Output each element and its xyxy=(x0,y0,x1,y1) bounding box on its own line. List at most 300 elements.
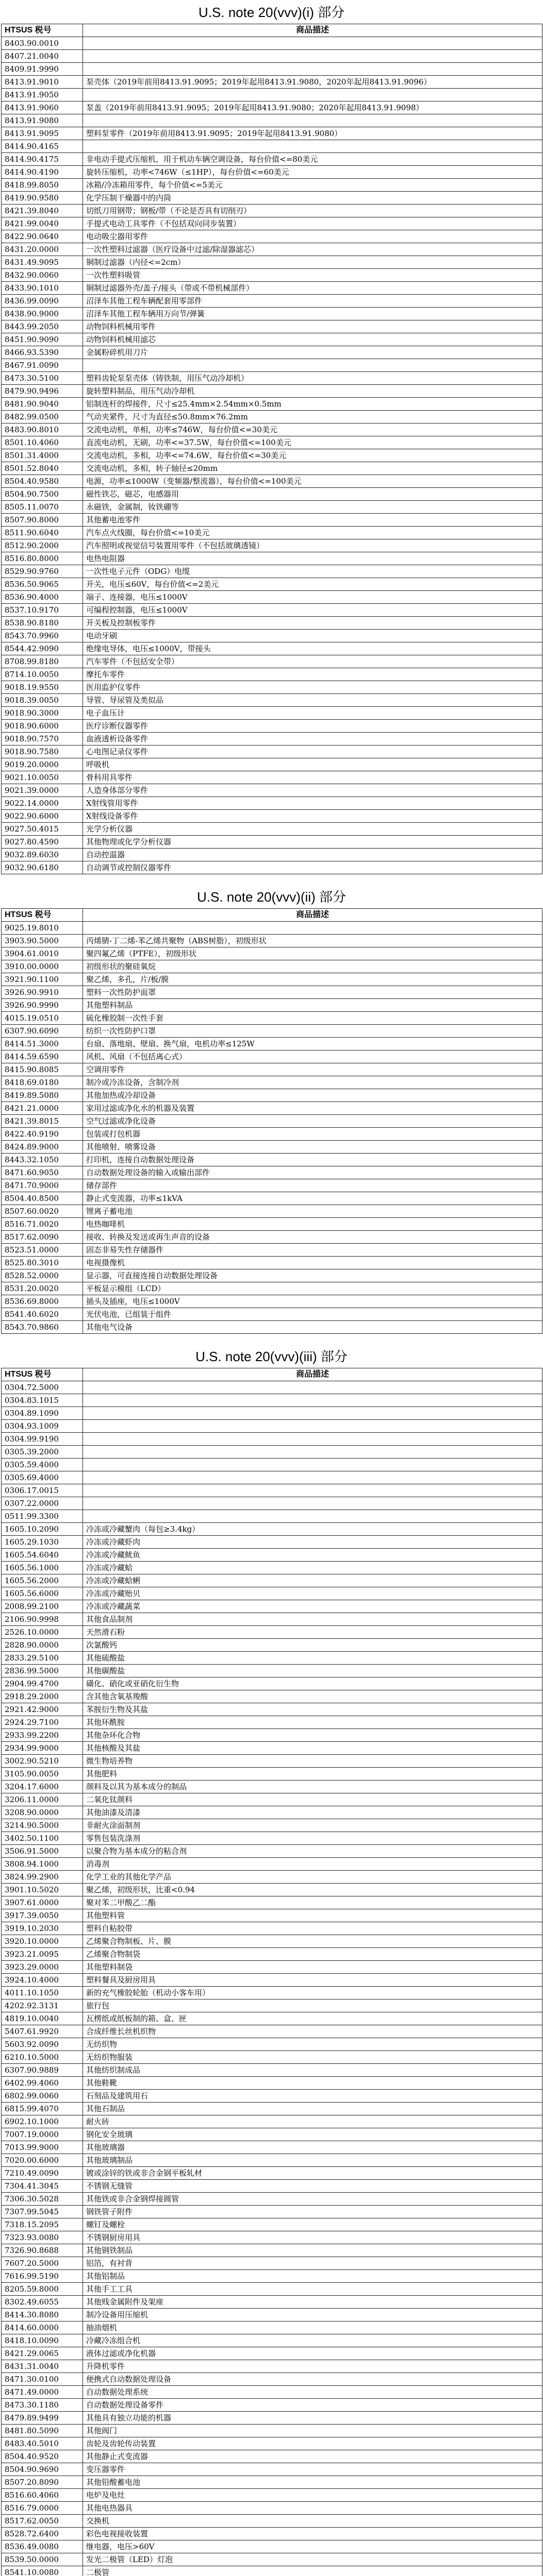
table-row xyxy=(2,2012,542,2025)
table-row xyxy=(2,1459,542,1471)
description-cell: 制冷设备用压缩机 xyxy=(83,2309,542,2321)
table-row xyxy=(2,1922,542,1935)
description-cell xyxy=(83,63,542,76)
description-cell: 开关板及控制板零件 xyxy=(83,617,542,630)
table-row xyxy=(2,630,542,642)
table-row xyxy=(2,1858,542,1871)
description-cell: 人造身体部分零件 xyxy=(83,784,542,797)
table-row xyxy=(2,1128,542,1141)
description-cell xyxy=(83,1433,542,1446)
description-cell: 不锈钢无缝管 xyxy=(83,2180,542,2193)
description-cell: 永磁铁，金属制，钕铁硼等 xyxy=(83,501,542,514)
table-row xyxy=(2,501,542,514)
description-cell xyxy=(83,114,542,127)
description-cell: 摩托车零件 xyxy=(83,668,542,681)
hts-code-cell: 0307.22.0000 xyxy=(2,1497,83,1510)
table-row xyxy=(2,423,542,436)
table-row xyxy=(2,192,542,205)
description-cell: 冷冻或冷藏鱿鱼 xyxy=(83,1549,542,1562)
hts-code-cell: 8504.40.9580 xyxy=(2,475,83,488)
hts-code-cell: 9018.90.3000 xyxy=(2,707,83,720)
table-row xyxy=(2,935,542,947)
table-row xyxy=(2,1308,542,1321)
description-cell: 自动数据处理设备的输入或输出部件 xyxy=(83,1166,542,1179)
description-cell: 次氯酸钙 xyxy=(83,1639,542,1652)
table-row xyxy=(2,2540,542,2553)
description-cell xyxy=(83,1381,542,1394)
table-row xyxy=(2,2064,542,2077)
table-header-row xyxy=(2,909,542,922)
table-row xyxy=(2,333,542,346)
hts-code-cell: 3002.90.5210 xyxy=(2,1755,83,1768)
description-cell: 直流电动机，无刷，功率<=37.5W，每台价值<=100美元 xyxy=(83,436,542,449)
hts-code-cell: 8544.42.9090 xyxy=(2,642,83,655)
description-cell: 其他电热器具 xyxy=(83,2502,542,2515)
table-row xyxy=(2,514,542,527)
hts-code-cell: 8414.90.4165 xyxy=(2,140,83,153)
hts-code-cell: 8523.51.0000 xyxy=(2,1244,83,1257)
description-cell: 切纸刀用钢带；钢板/带（不论是否具有切削刃） xyxy=(83,205,542,217)
table-row xyxy=(2,1562,542,1574)
description-cell: 其他碳酸盐 xyxy=(83,1665,542,1677)
table-row xyxy=(2,1639,542,1652)
description-cell: 螺钉及螺栓 xyxy=(83,2218,542,2231)
hts-code-cell: 0305.69.4000 xyxy=(2,1471,83,1484)
description-cell: 其他铝制品 xyxy=(83,2270,542,2283)
table-row xyxy=(2,1471,542,1484)
hts-code-cell: 7307.99.5045 xyxy=(2,2206,83,2218)
hts-code-cell: 0304.93.1009 xyxy=(2,1420,83,1433)
hts-code-cell: 9022.14.0000 xyxy=(2,797,83,810)
description-cell: 铜制过滤器（内径<=2cm） xyxy=(83,256,542,269)
table-row xyxy=(2,1536,542,1549)
table-row xyxy=(2,256,542,269)
hts-code-cell: 8431.20.0000 xyxy=(2,243,83,256)
hts-code-cell: 0304.89.1090 xyxy=(2,1407,83,1420)
hts-code-cell: 8424.89.9000 xyxy=(2,1141,83,1154)
hts-code-cell: 3926.90.9990 xyxy=(2,999,83,1012)
hts-code-cell: 1605.56.2000 xyxy=(2,1574,83,1587)
description-cell: 医用监护仪零件 xyxy=(83,681,542,694)
column-header-description: 商品描述 xyxy=(83,909,542,922)
table-row xyxy=(2,797,542,810)
hts-code-cell: 3903.90.5000 xyxy=(2,935,83,947)
table-row xyxy=(2,1407,542,1420)
description-cell: 风机、风扇（不包括离心式） xyxy=(83,1050,542,1063)
table-row xyxy=(2,1497,542,1510)
description-cell: 无纺织物服装 xyxy=(83,2051,542,2064)
description-cell: 冷冻或冷藏虾肉 xyxy=(83,1536,542,1549)
table-row xyxy=(2,2412,542,2425)
description-cell: 冷冻或冷藏蛤蜊 xyxy=(83,1574,542,1587)
description-cell: 冷冻或冷藏蔬菜 xyxy=(83,1600,542,1613)
table-row xyxy=(2,1295,542,1308)
hts-code-cell: 8507.20.8090 xyxy=(2,2476,83,2489)
hts-code-cell: 8483.90.8010 xyxy=(2,423,83,436)
description-cell: 电源，功率≤1000W（变频器/整流器），每台价值<=100美元 xyxy=(83,475,542,488)
table-row xyxy=(2,986,542,999)
hts-code-cell: 8466.93.5390 xyxy=(2,346,83,359)
table-row xyxy=(2,1832,542,1845)
description-cell: 钢铁管子附件 xyxy=(83,2206,542,2218)
hts-code-cell: 8516.80.8000 xyxy=(2,552,83,565)
hts-code-cell: 8451.90.9090 xyxy=(2,333,83,346)
description-cell: 金属粉碎机用刀片 xyxy=(83,346,542,359)
hts-code-cell: 9018.19.9550 xyxy=(2,681,83,694)
description-cell xyxy=(83,1471,542,1484)
description-cell: 纺织一次性防护口罩 xyxy=(83,1025,542,1038)
description-cell: 其他具有独立功能的机器 xyxy=(83,2412,542,2425)
description-cell: 冷冻或冷藏贻贝 xyxy=(83,1587,542,1600)
description-cell: 其他钢铁制品 xyxy=(83,2244,542,2257)
hts-code-cell: 8517.62.0090 xyxy=(2,1231,83,1244)
description-cell: X射线设备零件 xyxy=(83,810,542,823)
hts-code-cell: 6210.10.5000 xyxy=(2,2051,83,2064)
description-cell: 继电器，电压>60V xyxy=(83,2540,542,2553)
hts-code-cell: 8414.90.4190 xyxy=(2,166,83,179)
table-row xyxy=(2,810,542,823)
description-cell: 其他玻璃制品 xyxy=(83,2154,542,2167)
hts-code-cell: 1605.10.2090 xyxy=(2,1523,83,1536)
table-row xyxy=(2,1141,542,1154)
table-row xyxy=(2,359,542,372)
hts-code-cell: 8421.99.0040 xyxy=(2,217,83,230)
description-cell: 塑料一次性防护面罩 xyxy=(83,986,542,999)
description-cell: 电热电阻器 xyxy=(83,552,542,565)
hts-code-cell: 0511.99.3300 xyxy=(2,1510,83,1523)
description-cell: 冷藏冷冻组合机 xyxy=(83,2334,542,2347)
description-cell: 耐火砖 xyxy=(83,2115,542,2128)
table-row xyxy=(2,1677,542,1690)
hts-code-cell: 8422.40.9190 xyxy=(2,1128,83,1141)
table-row xyxy=(2,1793,542,1806)
table-row xyxy=(2,694,542,707)
hts-code-cell: 2836.99.5000 xyxy=(2,1665,83,1677)
hts-code-cell: 8501.52.8040 xyxy=(2,462,83,475)
hts-code-cell: 3923.21.0095 xyxy=(2,1948,83,1961)
table-row xyxy=(2,973,542,986)
hts-code-cell: 9032.90.6180 xyxy=(2,861,83,874)
hts-code-cell: 8418.99.8050 xyxy=(2,179,83,192)
hts-code-cell: 4819.10.0040 xyxy=(2,2012,83,2025)
description-cell: 微生物培养物 xyxy=(83,1755,542,1768)
table-row xyxy=(2,320,542,333)
table-row xyxy=(2,707,542,720)
table-row xyxy=(2,63,542,76)
table-row xyxy=(2,1433,542,1446)
table-row xyxy=(2,2206,542,2218)
description-cell: 沼泽车其他工程车辆配套用零部件 xyxy=(83,295,542,308)
hts-code-cell: 8543.70.9960 xyxy=(2,630,83,642)
table-row xyxy=(2,1703,542,1716)
table-row xyxy=(2,1115,542,1128)
table-row xyxy=(2,1626,542,1639)
hts-code-cell: 7210.49.0090 xyxy=(2,2167,83,2180)
description-cell: 交流电动机，多相，功率<=74.6W，每台价值<=30美元 xyxy=(83,449,542,462)
description-cell: 其他肥料 xyxy=(83,1768,542,1781)
table-row xyxy=(2,2566,542,2576)
hts-code-cell: 7616.99.5190 xyxy=(2,2270,83,2283)
description-cell xyxy=(83,1446,542,1459)
table-row xyxy=(2,1574,542,1587)
hts-code-cell: 8516.71.0020 xyxy=(2,1218,83,1231)
hts-code-cell: 9018.90.7570 xyxy=(2,733,83,745)
description-cell: 石刻品及建筑用石 xyxy=(83,2090,542,2103)
table-row xyxy=(2,1549,542,1562)
hts-code-cell: 9032.89.6030 xyxy=(2,849,83,861)
hts-code-cell: 7013.99.9000 xyxy=(2,2141,83,2154)
hts-code-cell: 3901.10.5020 xyxy=(2,1884,83,1896)
description-cell: 初级形状的聚硅氧烷 xyxy=(83,960,542,973)
table-row xyxy=(2,1742,542,1755)
table-row xyxy=(2,849,542,861)
table-row xyxy=(2,784,542,797)
description-cell: 医疗诊断仪器零件 xyxy=(83,720,542,733)
table-row xyxy=(2,385,542,398)
table-row xyxy=(2,1244,542,1257)
table-row xyxy=(2,2437,542,2450)
description-cell: 其他环酰胺 xyxy=(83,1716,542,1729)
table-row xyxy=(2,1063,542,1076)
description-cell: 铜制过滤器外壳/盖子/接头（带或不带机械部件） xyxy=(83,282,542,295)
table-row xyxy=(2,1484,542,1497)
description-cell: 其他硫酸盐 xyxy=(83,1652,542,1665)
table-row xyxy=(2,2115,542,2128)
table-row xyxy=(2,758,542,771)
table-row xyxy=(2,205,542,217)
column-header-code: HTSUS 税号 xyxy=(2,1368,83,1381)
hts-code-cell: 8473.30.1180 xyxy=(2,2399,83,2412)
description-cell: 塑料齿轮泵泵壳体（铸铁制，用压气动冷却机） xyxy=(83,372,542,385)
description-cell: 开关，电压≤60V，每台价值<=2美元 xyxy=(83,578,542,591)
table-row xyxy=(2,372,542,385)
table-row xyxy=(2,1613,542,1626)
description-cell: 其他静止式变流器 xyxy=(83,2450,542,2463)
table-row xyxy=(2,1420,542,1433)
description-cell: 交流电动机，多相，转子轴径≤20mm xyxy=(83,462,542,475)
table-row xyxy=(2,1690,542,1703)
hts-code-cell: 8421.39.8040 xyxy=(2,205,83,217)
hts-code-cell: 8538.90.8180 xyxy=(2,617,83,630)
table-row xyxy=(2,1974,542,1987)
hts-code-cell: 3910.00.0000 xyxy=(2,960,83,973)
table-row xyxy=(2,2167,542,2180)
hts-code-cell: 8443.99.2050 xyxy=(2,320,83,333)
table-row xyxy=(2,37,542,50)
description-cell: 自动控温器 xyxy=(83,849,542,861)
table-row xyxy=(2,1012,542,1025)
description-cell: 汽车点火线圈，每台价值<=10美元 xyxy=(83,527,542,539)
hts-code-cell: 8528.52.0000 xyxy=(2,1269,83,1282)
hts-code-cell: 3206.11.0000 xyxy=(2,1793,83,1806)
hts-code-cell: 8481.90.9040 xyxy=(2,398,83,411)
hts-code-cell: 8414.51.3000 xyxy=(2,1038,83,1050)
table-row xyxy=(2,2502,542,2515)
description-cell: 变压器零件 xyxy=(83,2463,542,2476)
description-cell: 其他油漆及清漆 xyxy=(83,1806,542,1819)
hts-code-cell: 8433.90.1010 xyxy=(2,282,83,295)
table-row xyxy=(2,960,542,973)
description-cell: 一次性塑料过滤器（医疗设备中过滤/除湿器滤芯） xyxy=(83,243,542,256)
description-cell: 泵盖（2019年前用8413.91.9095；2019年起用8413.91.9080；2020年起用8413.91.9098） xyxy=(83,101,542,114)
table-row xyxy=(2,2141,542,2154)
hts-code-cell: 3921.90.1100 xyxy=(2,973,83,986)
description-cell: 其他杂环化合物 xyxy=(83,1729,542,1742)
hts-code-cell: 8539.50.0000 xyxy=(2,2553,83,2566)
hts-code-cell: 8413.91.9080 xyxy=(2,114,83,127)
description-cell xyxy=(83,89,542,101)
table-row xyxy=(2,475,542,488)
description-cell: 无纺织物 xyxy=(83,2038,542,2051)
description-cell: 升降机零件 xyxy=(83,2360,542,2373)
description-cell: 齿轮及齿轮传动装置 xyxy=(83,2437,542,2450)
table-row xyxy=(2,539,542,552)
description-cell: 电热咖啡机 xyxy=(83,1218,542,1231)
table-row xyxy=(2,89,542,101)
hts-code-cell: 6802.99.0060 xyxy=(2,2090,83,2103)
table-row xyxy=(2,2038,542,2051)
hts-code-cell: 2106.90.9998 xyxy=(2,1613,83,1626)
table-row xyxy=(2,2334,542,2347)
hts-code-cell: 7318.15.2095 xyxy=(2,2218,83,2231)
table-row xyxy=(2,2154,542,2167)
table-row xyxy=(2,771,542,784)
description-cell: 塑料泵零件（2019年前用8413.91.9095；2019年起用8413.91.9080） xyxy=(83,127,542,140)
description-cell: 导管、导尿管及类似品 xyxy=(83,694,542,707)
hts-code-cell: 8438.90.9000 xyxy=(2,308,83,320)
description-cell: 静止式变流器，功率≤1kVA xyxy=(83,1192,542,1205)
description-cell: 其他塑料制品 xyxy=(83,999,542,1012)
hts-code-cell: 2924.29.7100 xyxy=(2,1716,83,1729)
hts-code-cell: 9018.39.0050 xyxy=(2,694,83,707)
hts-code-cell: 8414.60.0000 xyxy=(2,2321,83,2334)
hts-code-cell: 8541.40.6020 xyxy=(2,1308,83,1321)
description-cell: 乙烯聚合物制袋 xyxy=(83,1948,542,1961)
table-row xyxy=(2,861,542,874)
hts-code-cell: 8531.20.0020 xyxy=(2,1282,83,1295)
hts-code-cell: 8431.49.9095 xyxy=(2,256,83,269)
table-row xyxy=(2,1179,542,1192)
description-cell: 绝缘电导体，电压≤1000V，带接头 xyxy=(83,642,542,655)
table-row xyxy=(2,2090,542,2103)
table-row xyxy=(2,50,542,63)
hts-code-cell: 8507.60.0020 xyxy=(2,1205,83,1218)
description-cell: 其他贱金属附件及架座 xyxy=(83,2296,542,2309)
table-row xyxy=(2,76,542,89)
hts-code-cell: 1605.56.6000 xyxy=(2,1587,83,1600)
table-row xyxy=(2,1218,542,1231)
hts-code-cell: 8525.80.3010 xyxy=(2,1257,83,1269)
description-cell: 电视摄像机 xyxy=(83,1257,542,1269)
table-row xyxy=(2,2051,542,2064)
description-cell: 心电图记录仪零件 xyxy=(83,745,542,758)
hts-code-cell: 8407.21.0040 xyxy=(2,50,83,63)
table-row xyxy=(2,836,542,849)
hts-code-cell: 8504.90.7500 xyxy=(2,488,83,501)
hts-code-cell: 3907.61.0000 xyxy=(2,1896,83,1909)
table-row xyxy=(2,668,542,681)
table-row xyxy=(2,1600,542,1613)
hts-code-cell: 8504.40.9520 xyxy=(2,2450,83,2463)
hts-code-cell: 7304.41.3045 xyxy=(2,2180,83,2193)
hts-code-cell: 8536.69.8000 xyxy=(2,1295,83,1308)
description-cell: 电动吸尘器用零件 xyxy=(83,230,542,243)
description-cell: 电子血压计 xyxy=(83,707,542,720)
table-row xyxy=(2,127,542,140)
section-gap xyxy=(1,1334,542,1347)
description-cell: 钢化安全玻璃 xyxy=(83,2128,542,2141)
hts-code-cell: 3506.91.5000 xyxy=(2,1845,83,1858)
table-row xyxy=(2,269,542,282)
table-row xyxy=(2,1050,542,1063)
table-row xyxy=(2,922,542,935)
hts-code-cell: 8473.30.5100 xyxy=(2,372,83,385)
hts-code-cell: 8516.79.0000 xyxy=(2,2502,83,2515)
hts-code-cell: 8413.91.9095 xyxy=(2,127,83,140)
table-row xyxy=(2,243,542,256)
hts-code-cell: 3924.10.4000 xyxy=(2,1974,83,1987)
hts-code-cell: 9022.90.6000 xyxy=(2,810,83,823)
table-row xyxy=(2,1523,542,1536)
description-cell: 其他核酸及其盐 xyxy=(83,1742,542,1755)
table-row xyxy=(2,140,542,153)
description-cell: 其他玻璃器 xyxy=(83,2141,542,2154)
table-row xyxy=(2,1394,542,1407)
column-header-description: 商品描述 xyxy=(83,24,542,37)
hts-code-cell: 8541.10.0080 xyxy=(2,2566,83,2576)
description-cell: 呼吸机 xyxy=(83,758,542,771)
table-row xyxy=(2,2463,542,2476)
hts-code-cell: 9018.90.6000 xyxy=(2,720,83,733)
hts-code-cell: 6815.99.4070 xyxy=(2,2103,83,2115)
table-row xyxy=(2,1154,542,1166)
hts-code-cell: 9025.19.8010 xyxy=(2,922,83,935)
table-row xyxy=(2,1768,542,1781)
table-row xyxy=(2,346,542,359)
table-row xyxy=(2,2283,542,2296)
hts-code-cell: 8421.29.0065 xyxy=(2,2347,83,2360)
hts-code-cell: 8414.90.4175 xyxy=(2,153,83,166)
hts-code-cell: 9021.10.0050 xyxy=(2,771,83,784)
table-row xyxy=(2,2360,542,2373)
table-row xyxy=(2,2450,542,2463)
hts-code-cell: 8471.30.0100 xyxy=(2,2373,83,2386)
hts-code-cell: 4011.10.1050 xyxy=(2,1987,83,1999)
hts-code-cell: 8431.31.0040 xyxy=(2,2360,83,2373)
table-row xyxy=(2,1987,542,1999)
description-cell: 其他喷射、喷雾设备 xyxy=(83,1141,542,1154)
table-row xyxy=(2,1884,542,1896)
hts-code-cell: 8443.32.1050 xyxy=(2,1154,83,1166)
table-row xyxy=(2,1729,542,1742)
table-row xyxy=(2,720,542,733)
description-cell: 自动数据处理系统 xyxy=(83,2386,542,2399)
hts-code-cell: 8432.90.0060 xyxy=(2,269,83,282)
description-cell: 储存部件 xyxy=(83,1179,542,1192)
description-cell: 化学压制干燥器中的内筒 xyxy=(83,192,542,205)
table-row xyxy=(2,1896,542,1909)
description-cell: 平板显示模组（LCD） xyxy=(83,1282,542,1295)
hts-code-cell: 1605.54.6040 xyxy=(2,1549,83,1562)
table-row xyxy=(2,1102,542,1115)
section-title: U.S. note 20(vvv)(iii) 部分 xyxy=(195,1349,348,1364)
table-row xyxy=(2,308,542,320)
description-cell: 磺化、硝化或亚硝化衍生物 xyxy=(83,1677,542,1690)
table-header-row xyxy=(2,24,542,37)
table-row xyxy=(2,2077,542,2090)
description-cell: 发光二极管（LED）灯泡 xyxy=(83,2553,542,2566)
description-cell: 合成纤维长丝机织物 xyxy=(83,2025,542,2038)
